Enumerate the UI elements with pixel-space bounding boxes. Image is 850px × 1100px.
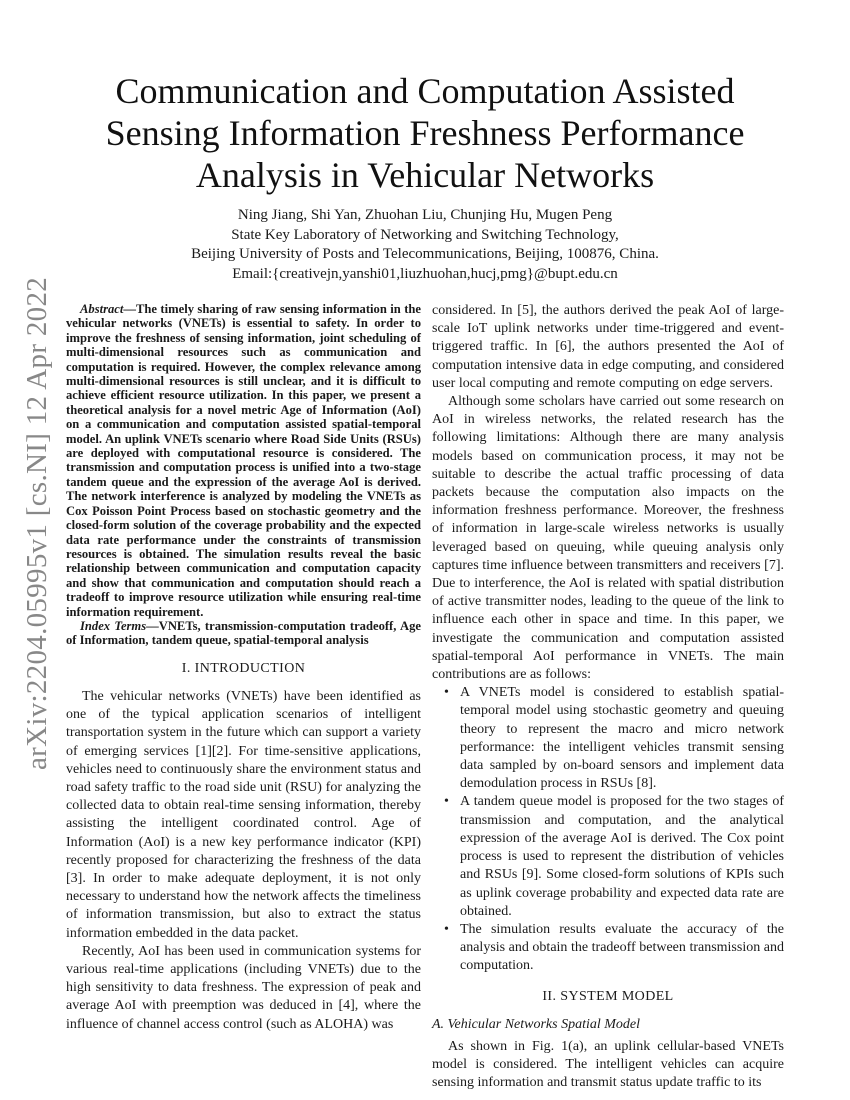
bullet-icon: • bbox=[444, 685, 449, 701]
arxiv-identifier bbox=[15, 270, 55, 770]
abstract bbox=[66, 302, 421, 619]
affiliation-line-1: State Key Laboratory of Networking and Switching Technology, bbox=[231, 226, 619, 243]
contributions-list bbox=[432, 684, 784, 975]
author-names: Ning Jiang, Shi Yan, Zhuohan Liu, Chunjing Hu, Mugen Peng bbox=[237, 207, 613, 223]
bullet-icon: • bbox=[444, 921, 449, 937]
intro-paragraph: Although some scholars have carried out some research on AoI in wireless networks, the related research has the following limitations: Although there are many analysis models based on communication process, it may not be suitable to describe the actual traffic processing of data packets because the computation also impacts on the information freshness performance. Moreover, the freshness of information in large-scale wireless networks is usually leveraged based on queuing, while queuing analysis only captures time influence between transmitters and receivers [7]. Due to interference, the AoI is related with spatial distribution of active transmitter nodes, leading to the queue of the link to influence each other in space and time. In this paper, we investigate the communication and computation assisted spatial-temporal AoI performance in VNETs. The main contributions are as follows: bbox=[432, 394, 784, 683]
list-item bbox=[444, 684, 784, 793]
abstract-lead: Abstract bbox=[80, 302, 124, 316]
abstract-text: —The timely sharing of raw sensing information in the vehicular networks (VNETs) is essential to safety. In order to improve the freshness of sensing information, joint scheduling of multi-dimensional resources such as communication and computation is required. However, the complex relevance among multi-dimensional resources is still unclear, and it is difficult to achieve efficient resource utilization. In this paper, we present a theoretical analysis for a novel metric Age of Information (AoI) on a communication and computation assisted spatial-temporal model. An uplink VNETs scenario where Road Side Units (RSUs) are deployed with computational resource is considered. The transmission and computation process is unified into a two-stage tandem queue and the expression of the average AoI is derived. The network interference is analyzed by modeling the VNETs as Cox Poisson Point Process based on stochastic geometry and the closed-form solution of the coverage probability and the expected data rate performance under the constraints of transmission resources is obtained. The simulation results reveal the basic relationship between communication and computation capacity and show that communication and computation should reach a tradeoff to improve resource utilization while ensuring real-time information requirement. bbox=[66, 302, 421, 619]
intro-paragraph: Recently, AoI has been used in communication systems for various real-time applications (including VNETs) due to the high sensitivity to data freshness. The expression of peak and average AoI with preemption was deduced in [4], where the influence of channel access control (such as ALOHA) was bbox=[66, 943, 421, 1032]
intro-paragraph: The vehicular networks (VNETs) have been identified as one of the typical application scenarios of intelligent transportation system in the future which can support a variety of emerging services [1][2]. For time-sensitive applications, vehicles need to continuously share the environment status and road safety traffic to the road side unit (RSU) for analyzing the collected data to obtain real-time sensing information, thereby assisting the intelligent coordinated control. Age of Information (AoI) is a new key performance indicator (KPI) recently proposed for characterizing the freshness of the data [3]. In order to make adequate deployment, it is not only necessary to understand how the network affects the timeliness of information transmission, but also to extract the status information embedded in the data packet. bbox=[66, 688, 421, 941]
right-column bbox=[432, 302, 784, 1093]
index-terms-lead: Index Terms bbox=[80, 618, 147, 633]
subsection-heading: A. Vehicular Networks Spatial Model bbox=[432, 1016, 641, 1032]
index-terms bbox=[66, 619, 421, 648]
paper-title: Communication and Computation Assisted Sensing Information Freshness Performance Analysis in Vehicular Networks bbox=[105, 71, 745, 195]
section-heading-introduction: I. INTRODUCTION bbox=[181, 660, 306, 676]
author-block bbox=[60, 206, 790, 284]
author-email: Email:{creativejn,yanshi01,liuzhuohan,hucj,pmg}@bupt.edu.cn bbox=[232, 265, 618, 282]
system-model-paragraph: As shown in Fig. 1(a), an uplink cellular-based VNETs model is considered. The intelligent vehicles can acquire sensing information and transmit status update traffic to its bbox=[432, 1038, 784, 1091]
list-item bbox=[444, 921, 784, 976]
bullet-icon: • bbox=[444, 794, 449, 810]
list-item-text: A VNETs model is considered to establish spatial-temporal model using stochastic geometry and queuing theory to represent the macro and micro network performance: the intelligent vehicles transmit sensing data sampled by on-board sensors and implement data demodulation process in RSUs [8]. bbox=[460, 685, 784, 792]
affiliation-line-2: Beijing University of Posts and Telecommunications, Beijing, 100876, China. bbox=[191, 246, 659, 262]
left-column bbox=[66, 302, 421, 1034]
list-item-text: The simulation results evaluate the accuracy of the analysis and obtain the tradeoff between transmission and computation. bbox=[460, 921, 784, 974]
index-terms-text: —VNETs, transmission-computation tradeoff, Age of Information, tandem queue, spatial-temporal analysis bbox=[66, 618, 421, 648]
list-item bbox=[444, 793, 784, 920]
section-heading-system-model: II. SYSTEM MODEL bbox=[542, 988, 674, 1004]
intro-paragraph: considered. In [5], the authors derived the peak AoI of large-scale IoT uplink networks under time-triggered and event-triggered traffic. In [6], the authors presented the AoI of computation intensive data in edge computing, and considered user local computing and remote computing on edge servers. bbox=[432, 303, 784, 391]
list-item-text: A tandem queue model is proposed for the two stages of transmission and computation, and the analytical expression of the average AoI is derived. The Cox point process is used to represent the distribution of vehicles and RSUs [9]. Some closed-form solutions of KPIs such as uplink coverage probability and expected data rate are obtained. bbox=[460, 794, 784, 919]
arxiv-identifier-text: arXiv:2204.05995v1 [cs.NI] 12 Apr 2022 bbox=[21, 276, 53, 770]
